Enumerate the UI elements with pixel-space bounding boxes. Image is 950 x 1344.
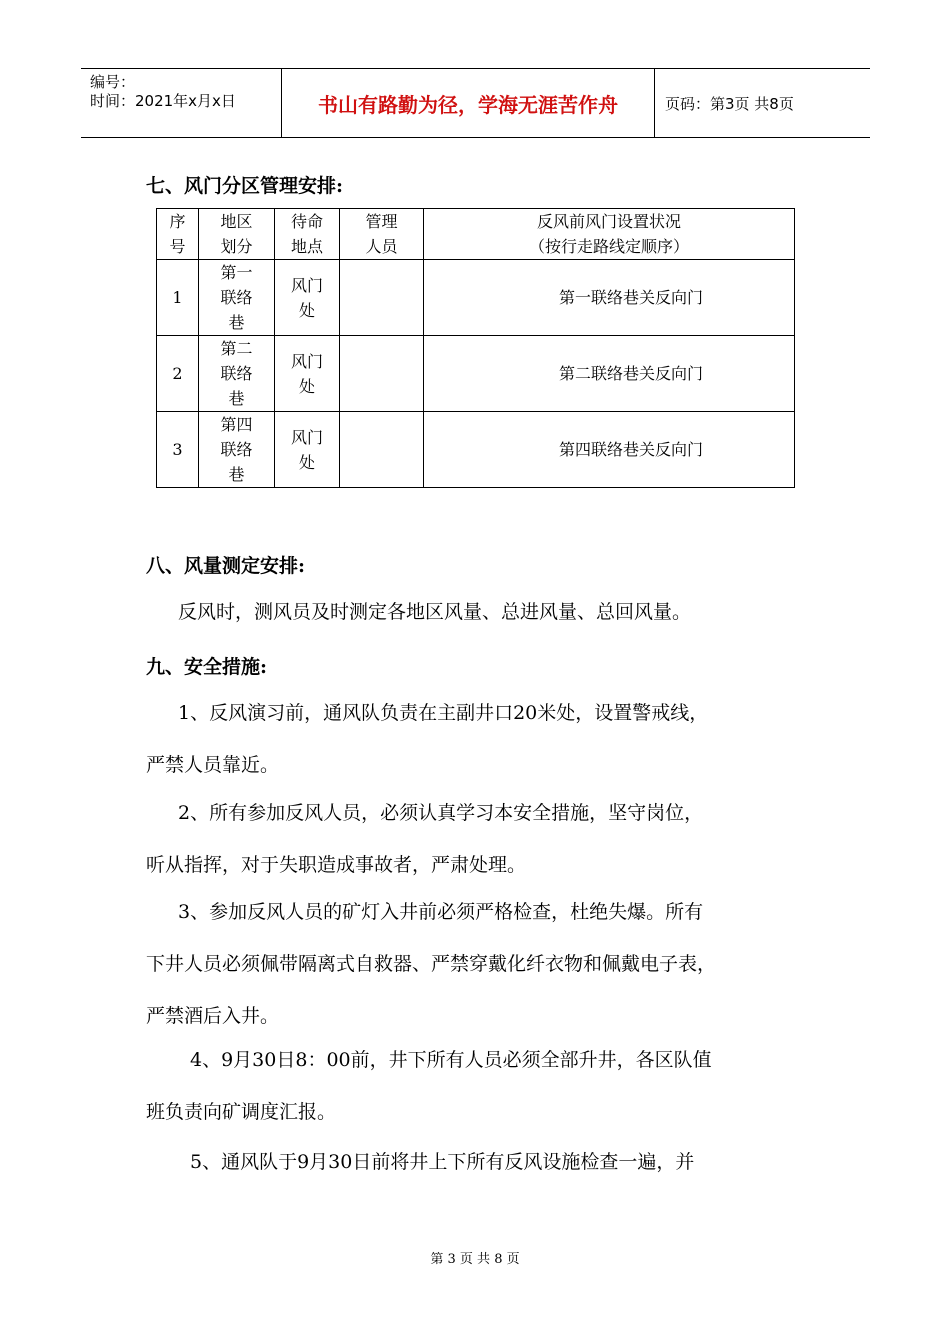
safety-item-4-line2: 班负责向矿调度汇报。 (146, 1101, 337, 1123)
col-header-area: 地区 划分 (199, 209, 275, 260)
cell-manager (340, 412, 424, 488)
header-motto: 书山有路勤为径，学海无涯苦作舟 (281, 69, 655, 137)
safety-item-5-line1: 5、通风队于9月30日前将井上下所有反风设施检查一遍，并 (190, 1151, 695, 1173)
safety-item-1-line1: 1、反风演习前，通风队负责在主副井口20米处，设置警戒线， (178, 702, 709, 724)
door-management-table (156, 208, 795, 488)
cell-place: 风门 处 (275, 260, 340, 336)
cell-status: 第一联络巷关反向门 (424, 260, 795, 336)
table-header-row (157, 209, 795, 260)
cell-area: 第一 联络 巷 (199, 260, 275, 336)
safety-item-2-line1: 2、所有参加反风人员，必须认真学习本安全措施，坚守岗位， (178, 802, 704, 824)
col-header-no: 序 号 (157, 209, 199, 260)
cell-place: 风门 处 (275, 336, 340, 412)
safety-item-3-line2: 下井人员必须佩带隔离式自救器、严禁穿戴化纤衣物和佩戴电子表， (146, 953, 717, 975)
cell-no: 2 (157, 336, 199, 412)
safety-item-5 (146, 1136, 826, 1188)
document-number: 编号： (90, 73, 136, 91)
col-header-manager: 管理 人员 (340, 209, 424, 260)
safety-item-3 (146, 886, 826, 1042)
table-row (157, 336, 795, 412)
safety-item-4-line1: 4、9月30日8：00前，井下所有人员必须全部升井，各区队值 (190, 1049, 712, 1071)
cell-area: 第二 联络 巷 (199, 336, 275, 412)
cell-manager (340, 260, 424, 336)
table-row (157, 260, 795, 336)
cell-status: 第四联络巷关反向门 (424, 412, 795, 488)
safety-item-3-line1: 3、参加反风人员的矿灯入井前必须严格检查，杜绝失爆。所有 (178, 901, 704, 923)
cell-area: 第四 联络 巷 (199, 412, 275, 488)
cell-status: 第二联络巷关反向门 (424, 336, 795, 412)
safety-item-4 (146, 1034, 826, 1138)
cell-manager (340, 336, 424, 412)
safety-item-2-line2: 听从指挥，对于失职造成事故者，严肃处理。 (146, 854, 527, 876)
cell-place: 风门 处 (275, 412, 340, 488)
page-footer: 第 3 页 共 8 页 (430, 1252, 520, 1267)
col-header-place: 待命 地点 (275, 209, 340, 260)
section8-heading: 八、风量测定安排: (146, 555, 306, 577)
cell-no: 3 (157, 412, 199, 488)
section9-heading: 九、安全措施: (146, 656, 268, 678)
section8-text: 反风时，测风员及时测定各地区风量、总进风量、总回风量。 (178, 601, 692, 623)
safety-item-3-line3: 严禁酒后入井。 (146, 1005, 280, 1027)
section7-heading: 七、风门分区管理安排: (146, 175, 344, 197)
safety-item-1 (146, 687, 826, 791)
header-page-number: 页码：第3页 共8页 (665, 94, 794, 113)
safety-item-1-line2: 严禁人员靠近。 (146, 754, 280, 776)
document-date: 时间：2021年x月x日 (90, 92, 236, 110)
header-meta (81, 69, 281, 141)
table-row (157, 412, 795, 488)
page-header (81, 68, 870, 138)
col-header-status: 反风前风门设置状况 （按行走路线定顺序） (424, 209, 795, 260)
cell-no: 1 (157, 260, 199, 336)
safety-item-2 (146, 787, 826, 891)
